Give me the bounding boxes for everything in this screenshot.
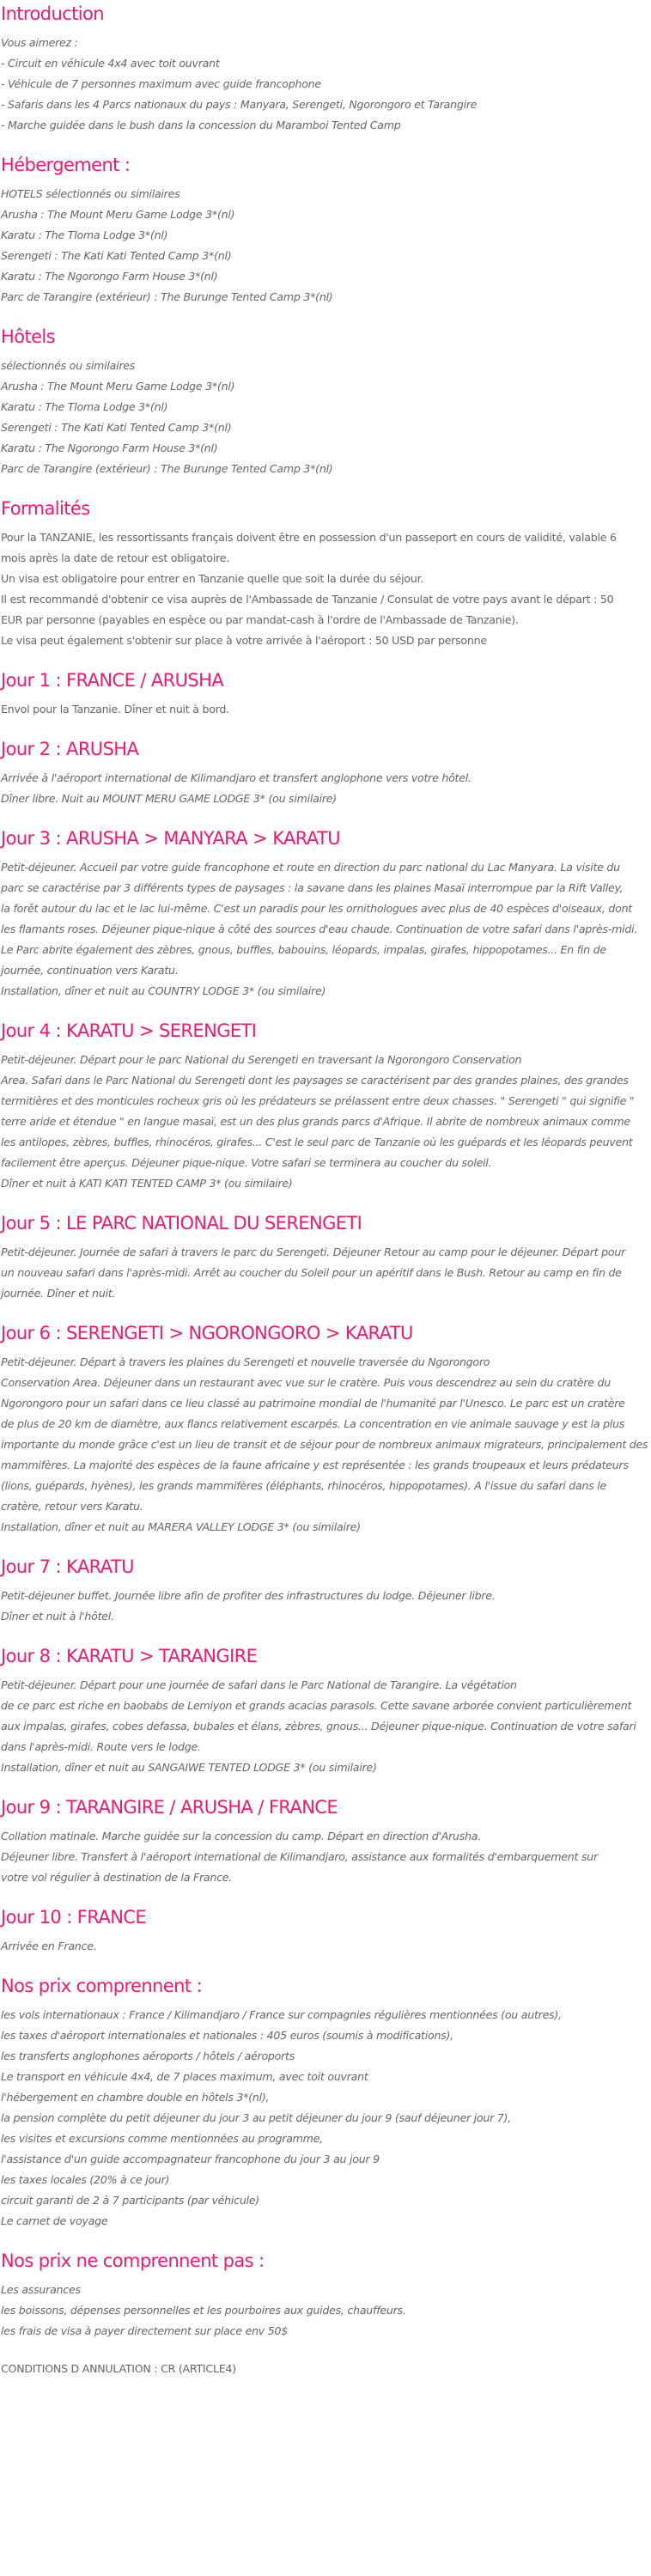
section-jour5 bbox=[1, 1211, 651, 1321]
text-line: journée. Dîner et nuit. bbox=[1, 1287, 116, 1300]
text-line: de ce parc est riche en baobabs de Lemiyon et grands acacias parasols. Cette savane arborée convient particulièrement bbox=[1, 1699, 632, 1712]
section-body bbox=[1, 33, 651, 136]
text-line: les boissons, dépenses personnelles et les pourboires aux guides, chauffeurs. bbox=[1, 2304, 406, 2317]
section-body bbox=[1, 2005, 651, 2232]
section-title: Jour 1 : FRANCE / ARUSHA bbox=[1, 670, 224, 691]
text-line: (lions, guépards, hyènes), les grands mammifères (éléphants, rhinocéros, hippopotames). A l'issue du safari dans le bbox=[1, 1479, 607, 1492]
text-line: Conservation Area. Déjeuner dans un restaurant avec vue sur le cratère. Puis vous descendrez au sein du cratère du bbox=[1, 1376, 611, 1389]
text-line: Arusha : The Mount Meru Game Lodge 3*(nl) bbox=[1, 380, 235, 393]
text-line: Petit-déjeuner. Journée de safari à travers le parc du Serengeti. Déjeuner Retour au camp pour le déjeuner. Départ pour bbox=[1, 1245, 626, 1258]
text-line: EUR par personne (payables en espèce ou par mandat-cash à l'ordre de l'Ambassade de Tanzanie). bbox=[1, 613, 519, 626]
text-line: les vols internationaux : France / Kilimandjaro / France sur compagnies régulières mentionnées (ou autres), bbox=[1, 2008, 562, 2021]
text-line: Déjeuner libre. Transfert à l'aéroport international de Kilimandjaro, assistance aux formalités d'embarquement sur bbox=[1, 1850, 598, 1863]
text-line: Parc de Tarangire (extérieur) : The Burunge Tented Camp 3*(nl) bbox=[1, 462, 333, 475]
text-line: Le visa peut également s'obtenir sur place à votre arrivée à l'aéroport : 50 USD par personne bbox=[1, 634, 487, 647]
text-line: Karatu : The Ngorongo Farm House 3*(nl) bbox=[1, 270, 218, 283]
section-body bbox=[1, 768, 651, 809]
section-body bbox=[1, 1050, 651, 1194]
text-line: - Safaris dans les 4 Parcs nationaux du pays : Manyara, Serengeti, Ngorongoro et Tarangire bbox=[1, 98, 478, 111]
cancellation-conditions: CONDITIONS D ANNULATION : CR (ARTICLE4) bbox=[1, 2362, 236, 2375]
text-line: Installation, dîner et nuit au MARERA VALLEY LODGE 3* (ou similaire) bbox=[1, 1520, 361, 1533]
text-line: Un visa est obligatoire pour entrer en Tanzanie quelle que soit la durée du séjour. bbox=[1, 572, 424, 585]
text-line: facilement être aperçus. Déjeuner pique-nique. Votre safari se terminera au coucher du soleil. bbox=[1, 1156, 492, 1169]
text-line: Karatu : The Tloma Lodge 3*(nl) bbox=[1, 400, 168, 413]
text-line: cratère, retour vers Karatu. bbox=[1, 1500, 143, 1513]
section-body bbox=[1, 1675, 651, 1778]
text-line: journée, continuation vers Karatu. bbox=[1, 964, 179, 977]
text-line: dans l'après-midi. Route vers le lodge. bbox=[1, 1740, 201, 1753]
section-body bbox=[1, 1936, 651, 1957]
section-comprennent bbox=[1, 1974, 651, 2249]
section-ne-comprennent bbox=[1, 2249, 651, 2359]
text-line: Petit-déjeuner buffet. Journée libre afin de profiter des infrastructures du lodge. Déjeuner libre. bbox=[1, 1589, 496, 1602]
section-hebergement bbox=[1, 153, 651, 325]
text-line: Il est recommandé d'obtenir ce visa auprès de l'Ambassade de Tanzanie / Consulat de votre pays avant le départ : 50 bbox=[1, 593, 614, 606]
section-title: Jour 7 : KARATU bbox=[1, 1556, 134, 1577]
section-title: Jour 9 : TARANGIRE / ARUSHA / FRANCE bbox=[1, 1797, 338, 1818]
text-line: Pour la TANZANIE, les ressortissants français doivent être en possession d'un passeport en cours de validité, valable 6 bbox=[1, 531, 617, 544]
section-title: Hôtels bbox=[1, 326, 55, 347]
text-line: les taxes d'aéroport internationales et nationales : 405 euros (soumis à modifications), bbox=[1, 2029, 453, 2042]
section-title: Jour 3 : ARUSHA > MANYARA > KARATU bbox=[1, 828, 341, 849]
text-line: importante du monde grâce c'est un lieu de transit et de séjour pour de nombreux animaux migrateurs, principalement des bbox=[1, 1438, 648, 1451]
text-line: - Marche guidée dans le bush dans la concession du Maramboi Tented Camp bbox=[1, 119, 401, 131]
section-formalites bbox=[1, 496, 651, 668]
section-introduction bbox=[1, 2, 651, 153]
section-title: Jour 6 : SERENGETI > NGORONGORO > KARATU bbox=[1, 1323, 413, 1343]
text-line: Karatu : The Ngorongo Farm House 3*(nl) bbox=[1, 442, 218, 454]
section-jour3 bbox=[1, 826, 651, 1019]
section-jour7 bbox=[1, 1555, 651, 1644]
text-line: Envol pour la Tanzanie. Dîner et nuit à bord. bbox=[1, 703, 229, 716]
section-body bbox=[1, 699, 651, 720]
text-line: Le transport en véhicule 4x4, de 7 places maximum, avec toit ouvrant bbox=[1, 2070, 368, 2083]
text-line: votre vol régulier à destination de la France. bbox=[1, 1871, 233, 1884]
section-body bbox=[1, 356, 651, 479]
text-line: terre aride et étendue " en langue masaï, est un des plus grands parcs d'Afrique. Il abrite de nombreux animaux comme bbox=[1, 1115, 630, 1128]
section-title: Jour 10 : FRANCE bbox=[1, 1907, 147, 1927]
section-title: Jour 8 : KARATU > TARANGIRE bbox=[1, 1646, 258, 1666]
text-line: Serengeti : The Kati Kati Tented Camp 3*(nl) bbox=[1, 249, 232, 262]
text-line: - Circuit en véhicule 4x4 avec toit ouvrant bbox=[1, 57, 220, 70]
text-line: HOTELS sélectionnés ou similaires bbox=[1, 187, 180, 200]
text-line: l'hébergement en chambre double en hôtels 3*(nl), bbox=[1, 2091, 270, 2104]
text-line: Collation matinale. Marche guidée sur la concession du camp. Départ en direction d'Arusha. bbox=[1, 1830, 482, 1842]
text-line: les frais de visa à payer directement sur place env 50$ bbox=[1, 2324, 289, 2337]
section-body bbox=[1, 1242, 651, 1304]
section-body bbox=[1, 2280, 651, 2342]
section-jour4 bbox=[1, 1019, 651, 1211]
text-line: les transferts anglophones aéroports / hôtels / aéroports bbox=[1, 2049, 295, 2062]
text-line: l'assistance d'un guide accompagnateur francophone du jour 3 au jour 9 bbox=[1, 2153, 380, 2165]
text-line: Dîner et nuit à KATI KATI TENTED CAMP 3* (ou similaire) bbox=[1, 1177, 293, 1190]
text-line: Dîner et nuit à l'hôtel. bbox=[1, 1610, 114, 1623]
text-line: circuit garanti de 2 à 7 participants (par véhicule) bbox=[1, 2194, 259, 2207]
text-line: Petit-déjeuner. Accueil par votre guide francophone et route en direction du parc national du Lac Manyara. La visite du bbox=[1, 861, 620, 874]
section-title: Nos prix ne comprennent pas : bbox=[1, 2250, 265, 2271]
section-title: Jour 5 : LE PARC NATIONAL DU SERENGETI bbox=[1, 1213, 362, 1233]
text-line: Serengeti : The Kati Kati Tented Camp 3*(nl) bbox=[1, 421, 232, 434]
text-line: Petit-déjeuner. Départ à travers les plaines du Serengeti et nouvelle traversée du Ngorongoro bbox=[1, 1355, 490, 1368]
section-jour8 bbox=[1, 1644, 651, 1795]
text-line: Petit-déjeuner. Départ pour une journée de safari dans le Parc National de Tarangire. La végétation bbox=[1, 1678, 517, 1691]
section-title: Introduction bbox=[1, 3, 104, 24]
section-body bbox=[1, 527, 651, 651]
section-jour2 bbox=[1, 737, 651, 826]
section-title: Formalités bbox=[1, 498, 90, 519]
section-jour6 bbox=[1, 1321, 651, 1555]
section-title: Nos prix comprennent : bbox=[1, 1976, 202, 1996]
text-line: parc se caractérise par 3 différents types de paysages : la savane dans les plaines Masaï interrompue par la Rift Valley, bbox=[1, 881, 624, 894]
text-line: un nouveau safari dans l'après-midi. Arrêt au coucher du Soleil pour un apéritif dans le Bush. Retour au camp en fin de bbox=[1, 1266, 622, 1279]
text-line: Installation, dîner et nuit au COUNTRY LODGE 3* (ou similaire) bbox=[1, 984, 326, 997]
text-line: Karatu : The Tloma Lodge 3*(nl) bbox=[1, 228, 168, 241]
section-jour10 bbox=[1, 1905, 651, 1974]
text-line: Les assurances bbox=[1, 2283, 81, 2296]
text-line: de plus de 20 km de diamètre, aux flancs relativement escarpés. La concentration en vie animale sauvage y est la plus bbox=[1, 1417, 625, 1430]
text-line: Arusha : The Mount Meru Game Lodge 3*(nl) bbox=[1, 208, 235, 221]
text-line: termitières et des monticules rocheux gris où les prédateurs se prélassent entre deux chasses. " Serengeti " qui signifie " bbox=[1, 1094, 635, 1107]
text-line: mammifères. La majorité des espèces de la faune africaine y est représentée : les grands troupeaux et leurs prédateurs bbox=[1, 1459, 629, 1471]
text-line: Parc de Tarangire (extérieur) : The Burunge Tented Camp 3*(nl) bbox=[1, 290, 333, 303]
text-line: aux impalas, girafes, cobes defassa, bubales et élans, zèbres, gnous... Déjeuner pique-nique. Continuation de votre safari bbox=[1, 1720, 636, 1733]
text-line: les taxes locales (20% à ce jour) bbox=[1, 2173, 170, 2186]
text-line: les visites et excursions comme mentionnées au programme, bbox=[1, 2132, 323, 2145]
text-line: sélectionnés ou similaires bbox=[1, 359, 136, 372]
text-line: Ngorongoro pour un safari dans ce lieu classé au patrimoine mondial de l'humanité par l'Unesco. Le parc est un cratère bbox=[1, 1397, 625, 1410]
text-line: Dîner libre. Nuit au MOUNT MERU GAME LODGE 3* (ou similaire) bbox=[1, 792, 337, 805]
text-line: la forêt autour du lac et le lac lui-même. C'est un paradis pour les ornithologues avec plus de 40 espèces d'oiseaux, dont bbox=[1, 902, 632, 915]
text-line: Arrivée à l'aéroport international de Kilimandjaro et transfert anglophone vers votre hôtel. bbox=[1, 771, 472, 784]
section-title: Hébergement : bbox=[1, 155, 131, 175]
section-body bbox=[1, 1826, 651, 1888]
text-line: mois après la date de retour est obligatoire. bbox=[1, 551, 229, 564]
text-line: Arrivée en France. bbox=[1, 1940, 97, 1952]
text-line: Installation, dîner et nuit au SANGAIWE TENTED LODGE 3* (ou similaire) bbox=[1, 1761, 377, 1774]
section-body bbox=[1, 857, 651, 1002]
text-line: - Véhicule de 7 personnes maximum avec guide francophone bbox=[1, 77, 321, 90]
text-line: Vous aimerez : bbox=[1, 36, 78, 49]
text-line: les flamants roses. Déjeuner pique-nique à côté des sources d'eau chaude. Continuation de votre safari dans l'après-midi. bbox=[1, 923, 638, 935]
text-line: Petit-déjeuner. Départ pour le parc National du Serengeti en traversant la Ngorongoro Conservation bbox=[1, 1053, 522, 1066]
text-line: les antilopes, zèbres, buffles, rhinocéros, girafes... C'est le seul parc de Tanzanie où les guépards et les léopards peuvent bbox=[1, 1136, 633, 1148]
section-title: Jour 2 : ARUSHA bbox=[1, 739, 139, 759]
section-jour9 bbox=[1, 1795, 651, 1905]
text-line: la pension complète du petit déjeuner du jour 3 au petit déjeuner du jour 9 (sauf déjeuner jour 7), bbox=[1, 2111, 511, 2124]
text-line: Le carnet de voyage bbox=[1, 2214, 108, 2227]
text-line: Le Parc abrite également des zèbres, gnous, buffles, babouins, léopards, impalas, girafes, hippopotames... En fin de bbox=[1, 943, 606, 956]
text-line: Area. Safari dans le Parc National du Serengeti dont les paysages se caractérisent par des grandes plaines, des grandes bbox=[1, 1074, 629, 1087]
section-body bbox=[1, 1586, 651, 1627]
section-jour1 bbox=[1, 668, 651, 737]
section-body bbox=[1, 184, 651, 308]
section-body bbox=[1, 1352, 651, 1538]
section-title: Jour 4 : KARATU > SERENGETI bbox=[1, 1020, 257, 1041]
section-hotels bbox=[1, 325, 651, 496]
